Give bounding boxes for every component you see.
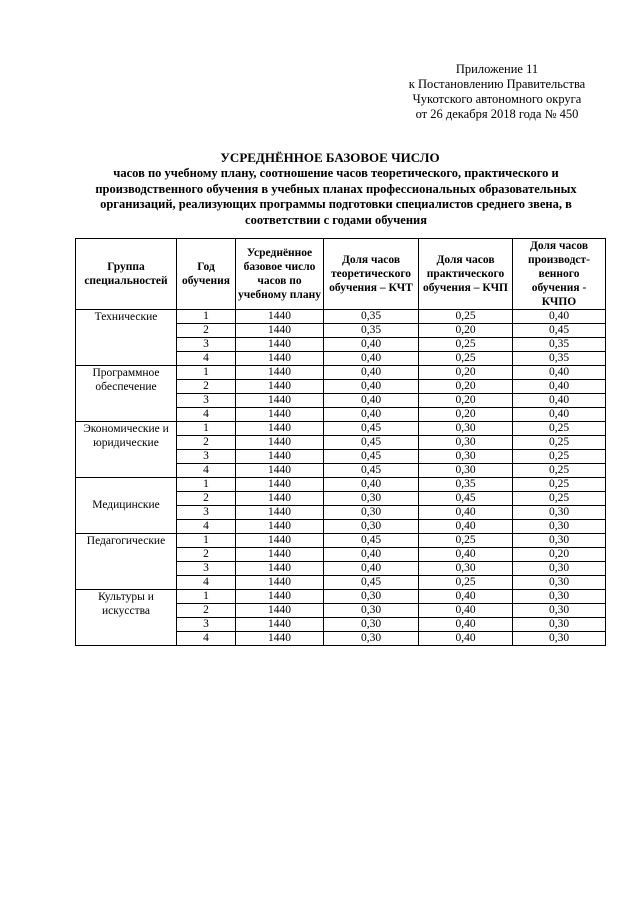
practice-share-cell: 0,40: [419, 520, 513, 534]
production-share-cell: 0,25: [513, 464, 606, 478]
base-hours-cell: 1440: [236, 604, 324, 618]
study-year-cell: 1: [177, 310, 236, 324]
theory-share-cell: 0,30: [324, 618, 419, 632]
header-theory-share: Доля часов теоретического обучения – КЧТ: [324, 239, 419, 310]
practice-share-cell: 0,40: [419, 604, 513, 618]
study-year-cell: 3: [177, 562, 236, 576]
base-hours-cell: 1440: [236, 534, 324, 548]
production-share-cell: 0,30: [513, 632, 606, 646]
theory-share-cell: 0,45: [324, 422, 419, 436]
specialty-group-cell: Медицинские: [76, 478, 177, 534]
practice-share-cell: 0,30: [419, 450, 513, 464]
practice-share-cell: 0,20: [419, 394, 513, 408]
base-hours-cell: 1440: [236, 450, 324, 464]
study-year-cell: 1: [177, 422, 236, 436]
theory-share-cell: 0,30: [324, 506, 419, 520]
study-year-cell: 3: [177, 338, 236, 352]
production-share-cell: 0,35: [513, 338, 606, 352]
study-year-cell: 2: [177, 380, 236, 394]
base-hours-cell: 1440: [236, 380, 324, 394]
theory-share-cell: 0,40: [324, 380, 419, 394]
theory-share-cell: 0,45: [324, 450, 419, 464]
practice-share-cell: 0,40: [419, 548, 513, 562]
production-share-cell: 0,40: [513, 366, 606, 380]
production-share-cell: 0,30: [513, 506, 606, 520]
appendix-reference: к Постановлению Правительства: [408, 77, 586, 91]
base-hours-cell: 1440: [236, 310, 324, 324]
base-hours-cell: 1440: [236, 618, 324, 632]
production-share-cell: 0,40: [513, 394, 606, 408]
table-row: [76, 590, 606, 604]
base-hours-cell: 1440: [236, 548, 324, 562]
header-practice-share: Доля часов практического обучения – КЧП: [419, 239, 513, 310]
theory-share-cell: 0,40: [324, 366, 419, 380]
theory-share-cell: 0,40: [324, 562, 419, 576]
table-row: [76, 534, 606, 548]
base-hours-cell: 1440: [236, 576, 324, 590]
production-share-cell: 0,40: [513, 380, 606, 394]
practice-share-cell: 0,40: [419, 590, 513, 604]
base-hours-cell: 1440: [236, 436, 324, 450]
practice-share-cell: 0,30: [419, 436, 513, 450]
base-hours-cell: 1440: [236, 562, 324, 576]
appendix-number: Приложение 11: [455, 62, 539, 76]
header-specialty-group: Группа специальностей: [76, 239, 177, 310]
base-hours-cell: 1440: [236, 338, 324, 352]
theory-share-cell: 0,45: [324, 464, 419, 478]
study-year-cell: 2: [177, 492, 236, 506]
specialty-group-cell: Культуры и искусства: [76, 590, 177, 646]
theory-share-cell: 0,45: [324, 534, 419, 548]
theory-share-cell: 0,35: [324, 310, 419, 324]
theory-share-cell: 0,40: [324, 394, 419, 408]
table-row: [76, 422, 606, 436]
specialty-group-cell: Экономические и юридические: [76, 422, 177, 478]
theory-share-cell: 0,45: [324, 436, 419, 450]
base-hours-cell: 1440: [236, 492, 324, 506]
production-share-cell: 0,25: [513, 422, 606, 436]
base-hours-cell: 1440: [236, 324, 324, 338]
production-share-cell: 0,40: [513, 310, 606, 324]
study-year-cell: 4: [177, 632, 236, 646]
theory-share-cell: 0,30: [324, 520, 419, 534]
production-share-cell: 0,30: [513, 604, 606, 618]
production-share-cell: 0,40: [513, 408, 606, 422]
production-share-cell: 0,30: [513, 590, 606, 604]
practice-share-cell: 0,45: [419, 492, 513, 506]
production-share-cell: 0,30: [513, 562, 606, 576]
production-share-cell: 0,30: [513, 534, 606, 548]
practice-share-cell: 0,25: [419, 338, 513, 352]
theory-share-cell: 0,45: [324, 576, 419, 590]
practice-share-cell: 0,25: [419, 534, 513, 548]
specialty-group-cell: Технические: [76, 310, 177, 366]
practice-share-cell: 0,35: [419, 478, 513, 492]
practice-share-cell: 0,20: [419, 324, 513, 338]
table-row: [76, 478, 606, 492]
base-hours-cell: 1440: [236, 478, 324, 492]
appendix-region: Чукотского автономного округа: [412, 92, 582, 106]
study-year-cell: 4: [177, 464, 236, 478]
specialty-group-cell: Педагогические: [76, 534, 177, 590]
production-share-cell: 0,45: [513, 324, 606, 338]
specialty-group-cell: Программное обеспечение: [76, 366, 177, 422]
document-title: УСРЕДНЁННОЕ БАЗОВОЕ ЧИСЛО: [220, 150, 440, 165]
base-hours-cell: 1440: [236, 394, 324, 408]
theory-share-cell: 0,40: [324, 548, 419, 562]
study-year-cell: 3: [177, 394, 236, 408]
theory-share-cell: 0,30: [324, 492, 419, 506]
study-year-cell: 3: [177, 618, 236, 632]
study-year-cell: 1: [177, 590, 236, 604]
production-share-cell: 0,25: [513, 492, 606, 506]
header-production-share: Доля часов производст-венного обучения - КЧПО: [513, 239, 606, 310]
production-share-cell: 0,35: [513, 352, 606, 366]
practice-share-cell: 0,25: [419, 576, 513, 590]
study-year-cell: 2: [177, 604, 236, 618]
theory-share-cell: 0,40: [324, 408, 419, 422]
theory-share-cell: 0,30: [324, 604, 419, 618]
study-year-cell: 1: [177, 366, 236, 380]
production-share-cell: 0,25: [513, 436, 606, 450]
study-year-cell: 1: [177, 478, 236, 492]
production-share-cell: 0,25: [513, 478, 606, 492]
practice-share-cell: 0,20: [419, 380, 513, 394]
practice-share-cell: 0,30: [419, 562, 513, 576]
practice-share-cell: 0,40: [419, 618, 513, 632]
base-hours-cell: 1440: [236, 506, 324, 520]
document-subtitle: часов по учебному плану, соотношение часов теоретического, практического и производственного обучения в учебных планах профессиональных образовательных организаций, реализующих программы подготовки специалистов среднего звена, в соответствии с годами обучения: [95, 166, 577, 227]
study-year-cell: 2: [177, 324, 236, 338]
theory-share-cell: 0,40: [324, 478, 419, 492]
table-header-row: [76, 239, 606, 310]
table-row: [76, 366, 606, 380]
base-hours-cell: 1440: [236, 366, 324, 380]
base-hours-cell: 1440: [236, 408, 324, 422]
practice-share-cell: 0,30: [419, 464, 513, 478]
base-hours-cell: 1440: [236, 520, 324, 534]
practice-share-cell: 0,40: [419, 632, 513, 646]
production-share-cell: 0,30: [513, 520, 606, 534]
base-hours-cell: 1440: [236, 632, 324, 646]
practice-share-cell: 0,25: [419, 310, 513, 324]
base-hours-cell: 1440: [236, 422, 324, 436]
theory-share-cell: 0,30: [324, 632, 419, 646]
study-year-cell: 1: [177, 534, 236, 548]
practice-share-cell: 0,30: [419, 422, 513, 436]
study-year-cell: 4: [177, 352, 236, 366]
table-row: [76, 310, 606, 324]
hours-table: [75, 238, 606, 646]
practice-share-cell: 0,25: [419, 352, 513, 366]
base-hours-cell: 1440: [236, 590, 324, 604]
appendix-date: от 26 декабря 2018 года № 450: [415, 107, 579, 121]
study-year-cell: 3: [177, 450, 236, 464]
practice-share-cell: 0,40: [419, 506, 513, 520]
study-year-cell: 2: [177, 548, 236, 562]
theory-share-cell: 0,40: [324, 338, 419, 352]
study-year-cell: 4: [177, 520, 236, 534]
base-hours-cell: 1440: [236, 464, 324, 478]
appendix-header: [392, 62, 602, 122]
header-base-hours: Усреднённое базовое число часов по учебному плану: [236, 239, 324, 310]
table-body: [76, 310, 606, 646]
study-year-cell: 4: [177, 408, 236, 422]
theory-share-cell: 0,40: [324, 352, 419, 366]
production-share-cell: 0,25: [513, 450, 606, 464]
study-year-cell: 3: [177, 506, 236, 520]
production-share-cell: 0,20: [513, 548, 606, 562]
production-share-cell: 0,30: [513, 618, 606, 632]
production-share-cell: 0,30: [513, 576, 606, 590]
theory-share-cell: 0,30: [324, 590, 419, 604]
practice-share-cell: 0,20: [419, 366, 513, 380]
base-hours-cell: 1440: [236, 352, 324, 366]
theory-share-cell: 0,35: [324, 324, 419, 338]
study-year-cell: 4: [177, 576, 236, 590]
practice-share-cell: 0,20: [419, 408, 513, 422]
study-year-cell: 2: [177, 436, 236, 450]
header-study-year: Год обучения: [177, 239, 236, 310]
